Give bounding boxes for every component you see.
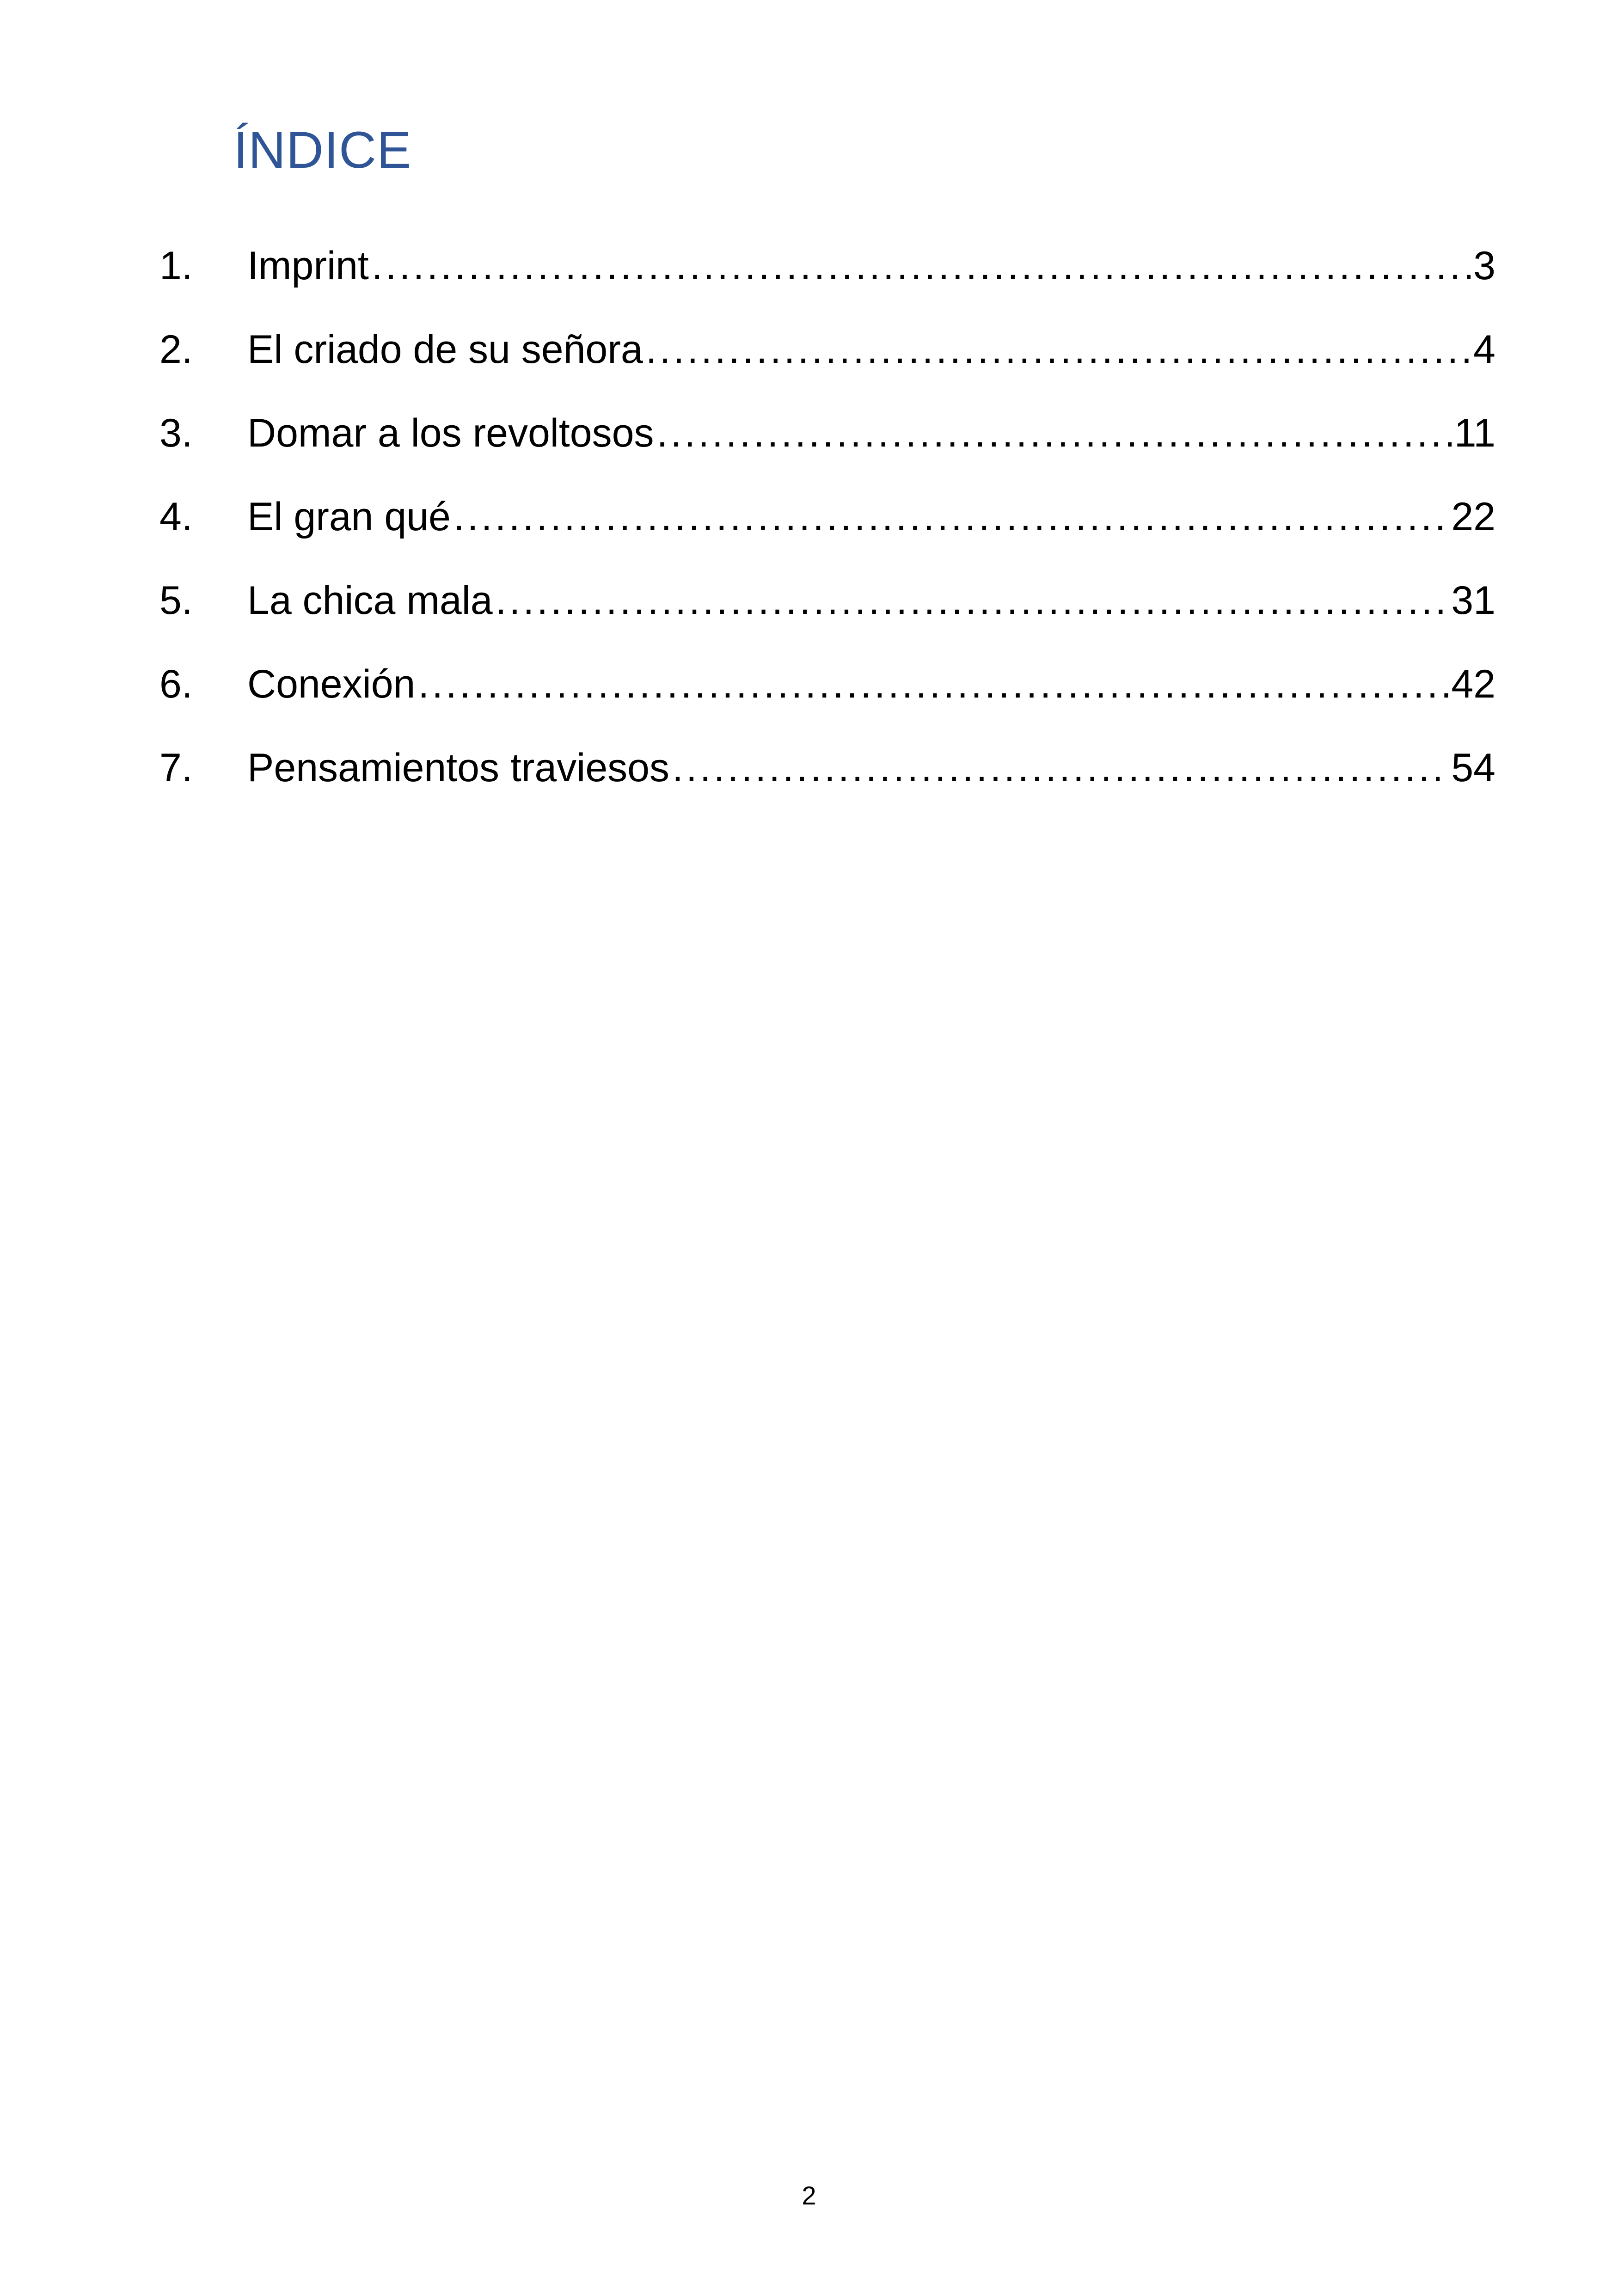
toc-entry-title[interactable]: Conexión xyxy=(247,662,416,706)
toc-entry-title[interactable]: La chica mala xyxy=(247,578,493,623)
toc-dot-leader xyxy=(496,568,1449,633)
toc-entry-title[interactable]: El criado de su señora xyxy=(247,327,643,372)
toc-entry-page[interactable]: 42 xyxy=(1451,662,1495,706)
table-of-contents xyxy=(159,233,1495,819)
toc-dot-leader xyxy=(656,401,1451,465)
toc-entry-5[interactable] xyxy=(159,568,1495,652)
toc-dot-leader xyxy=(672,735,1448,800)
toc-entry-title[interactable]: Imprint xyxy=(247,244,369,288)
toc-entry-title[interactable]: Domar a los revoltosos xyxy=(247,411,654,455)
toc-entry-title[interactable]: Pensamientos traviesos xyxy=(247,746,669,790)
toc-dot-leader xyxy=(372,233,1471,298)
toc-entry-number: 2. xyxy=(159,327,193,372)
toc-entry-page[interactable]: 11 xyxy=(1454,411,1495,455)
toc-entry-number: 7. xyxy=(159,746,193,790)
toc-dot-leader xyxy=(418,652,1448,716)
toc-entry-4[interactable] xyxy=(159,484,1495,568)
toc-dot-leader xyxy=(454,484,1448,549)
toc-entry-2[interactable] xyxy=(159,317,1495,401)
toc-entry-page[interactable]: 3 xyxy=(1473,244,1495,288)
toc-entry-page[interactable]: 22 xyxy=(1451,495,1495,539)
toc-entry-number: 4. xyxy=(159,495,193,539)
toc-entry-3[interactable] xyxy=(159,401,1495,484)
toc-entry-7[interactable] xyxy=(159,735,1495,819)
toc-entry-page[interactable]: 4 xyxy=(1473,327,1495,372)
toc-entry-1[interactable] xyxy=(159,233,1495,317)
toc-entry-number: 6. xyxy=(159,662,193,706)
toc-entry-page[interactable]: 31 xyxy=(1451,578,1495,623)
page-number: 2 xyxy=(802,2181,816,2210)
toc-entry-number: 5. xyxy=(159,578,193,623)
toc-entry-number: 3. xyxy=(159,411,193,455)
toc-entry-number: 1. xyxy=(159,244,193,288)
toc-dot-leader xyxy=(646,317,1471,382)
toc-heading: ÍNDICE xyxy=(233,121,412,179)
toc-entry-title[interactable]: El gran qué xyxy=(247,495,451,539)
toc-entry-6[interactable] xyxy=(159,652,1495,735)
toc-entry-page[interactable]: 54 xyxy=(1451,746,1495,790)
